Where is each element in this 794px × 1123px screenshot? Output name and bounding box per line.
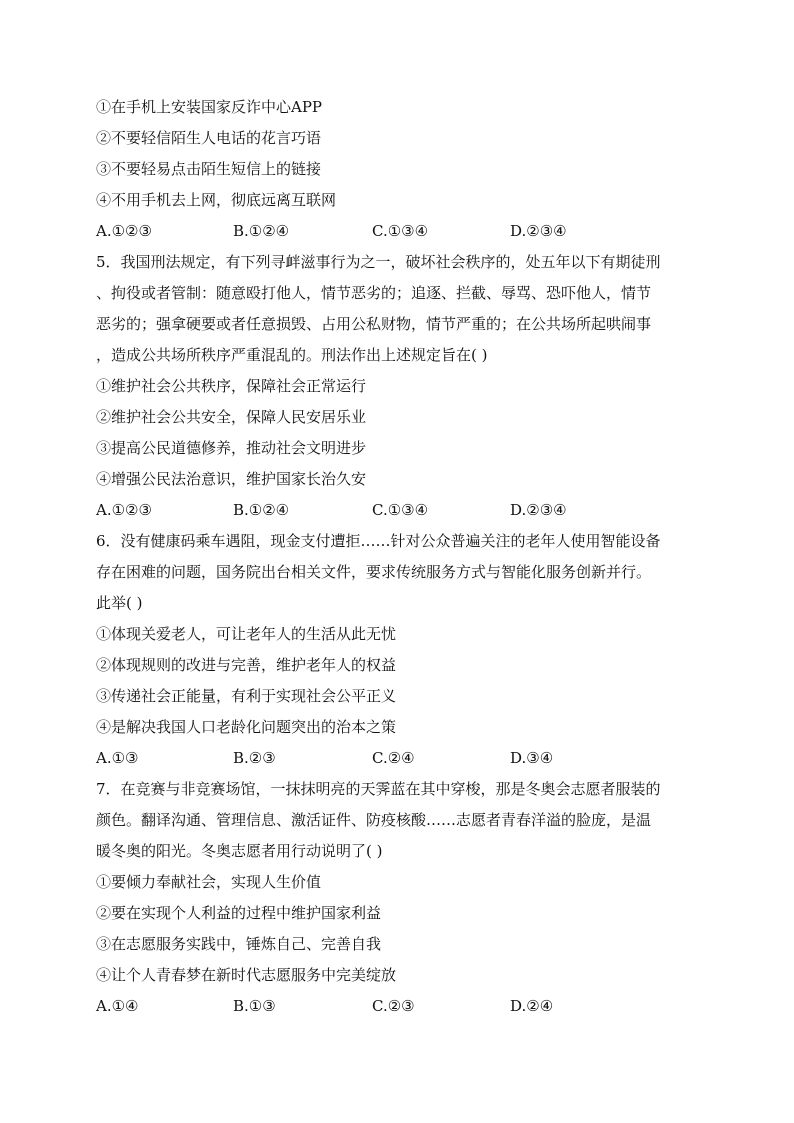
q6-option-b: B.②③ bbox=[233, 749, 276, 767]
q5-option-a: A.①②③ bbox=[96, 501, 152, 519]
q6-stem-line-2: 存在困难的问题，国务院出台相关文件，要求传统服务方式与智能化服务创新并行。 bbox=[96, 563, 652, 581]
q5-item-2: ②维护社会公共安全，保障人民安居乐业 bbox=[96, 408, 367, 426]
q7-option-c: C.②③ bbox=[372, 997, 415, 1015]
q5-option-c: C.①③④ bbox=[372, 501, 429, 519]
q7-option-a: A.①④ bbox=[96, 997, 139, 1015]
q6-stem-line-3: 此举( ) bbox=[96, 594, 143, 612]
q7-item-1: ①要倾力奉献社会，实现人生价值 bbox=[96, 873, 322, 891]
q6-option-d: D.③④ bbox=[510, 749, 554, 767]
q5-option-d: D.②③④ bbox=[510, 501, 567, 519]
q7-stem-line-2: 颜色。翻译沟通、管理信息、激活证件、防疫核酸……志愿者青春洋溢的脸庞，是温 bbox=[96, 811, 652, 829]
question-6 bbox=[96, 526, 706, 774]
q6-options bbox=[96, 743, 706, 774]
q6-option-a: A.①③ bbox=[96, 749, 139, 767]
q5-item-1: ①维护社会公共秩序，保障社会正常运行 bbox=[96, 377, 367, 395]
document-page bbox=[96, 92, 706, 1022]
q6-option-c: C.②④ bbox=[372, 749, 415, 767]
q6-item-1: ①体现关爱老人，可让老年人的生活从此无忧 bbox=[96, 625, 397, 643]
q6-item-3: ③传递社会正能量，有利于实现社会公平正义 bbox=[96, 687, 397, 705]
q4-option-a: A.①②③ bbox=[96, 222, 152, 240]
q4-option-b: B.①②④ bbox=[233, 222, 290, 240]
q7-item-2: ②要在实现个人利益的过程中维护国家利益 bbox=[96, 904, 382, 922]
q6-item-4: ④是解决我国人口老龄化问题突出的治本之策 bbox=[96, 718, 397, 736]
q5-item-4: ④增强公民法治意识，维护国家长治久安 bbox=[96, 470, 367, 488]
q4-item-1: ①在手机上安装国家反诈中心APP bbox=[96, 98, 323, 116]
q6-stem-line-1: 6．没有健康码乘车遇阻，现金支付遭拒……针对公众普遍关注的老年人使用智能设备 bbox=[96, 532, 661, 550]
q4-item-4: ④不用手机去上网，彻底远离互联网 bbox=[96, 191, 337, 209]
question-7 bbox=[96, 774, 706, 1022]
q7-item-3: ③在志愿服务实践中，锤炼自己、完善自我 bbox=[96, 935, 382, 953]
q7-item-4: ④让个人青春梦在新时代志愿服务中完美绽放 bbox=[96, 966, 397, 984]
question-4 bbox=[96, 92, 706, 247]
q5-stem-line-3: 恶劣的；强拿硬要或者任意损毁、占用公私财物，情节严重的；在公共场所起哄闹事 bbox=[96, 315, 652, 333]
q4-options bbox=[96, 216, 706, 247]
q5-item-3: ③提高公民道德修养，推动社会文明进步 bbox=[96, 439, 367, 457]
q7-option-d: D.②④ bbox=[510, 997, 554, 1015]
q7-stem-line-1: 7．在竞赛与非竞赛场馆，一抹抹明亮的天霁蓝在其中穿梭，那是冬奥会志愿者服装的 bbox=[96, 780, 661, 798]
q7-options bbox=[96, 991, 706, 1022]
q4-option-c: C.①③④ bbox=[372, 222, 429, 240]
q5-option-b: B.①②④ bbox=[233, 501, 290, 519]
q5-options bbox=[96, 495, 706, 526]
q5-stem-line-1: 5．我国刑法规定，有下列寻衅滋事行为之一，破坏社会秩序的，处五年以下有期徒刑 bbox=[96, 253, 661, 271]
q5-stem-line-4: ，造成公共场所秩序严重混乱的。刑法作出上述规定旨在( ) bbox=[96, 346, 488, 364]
q4-option-d: D.②③④ bbox=[510, 222, 567, 240]
q4-item-3: ③不要轻易点击陌生短信上的链接 bbox=[96, 160, 322, 178]
q6-item-2: ②体现规则的改进与完善，维护老年人的权益 bbox=[96, 656, 397, 674]
question-5 bbox=[96, 247, 706, 526]
q7-option-b: B.①③ bbox=[233, 997, 276, 1015]
q5-stem-line-2: 、拘役或者管制：随意殴打他人，情节恶劣的；追逐、拦截、辱骂、恐吓他人，情节 bbox=[96, 284, 652, 302]
q7-stem-line-3: 暖冬奥的阳光。冬奥志愿者用行动说明了( ) bbox=[96, 842, 383, 860]
q4-item-2: ②不要轻信陌生人电话的花言巧语 bbox=[96, 129, 322, 147]
